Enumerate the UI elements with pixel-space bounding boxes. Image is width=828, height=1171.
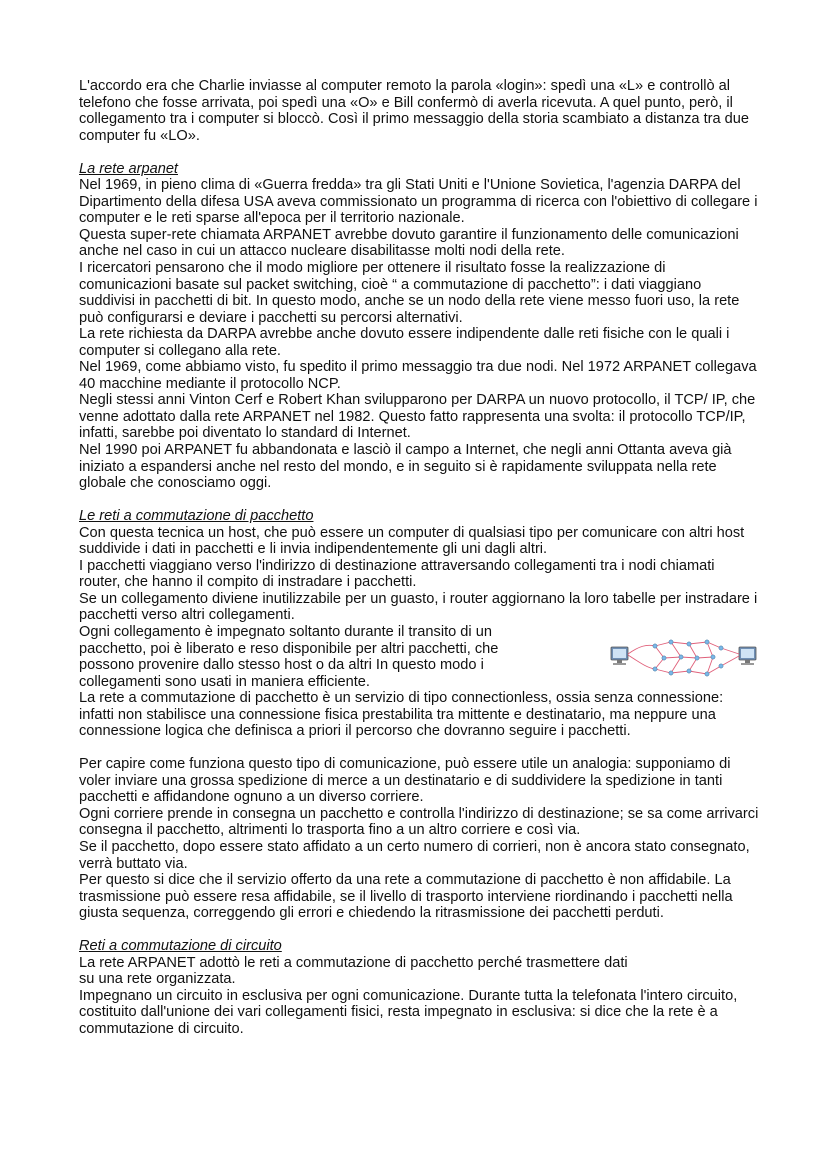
packet-figure-paragraph: Ogni collegamento è impegnato soltanto durante il transito di un pacchetto, poi è liberato e reso disponibile per altri pacchetti, che possono provenire dallo stesso host o da altri In questo modo i collegamenti sono usati in maniera efficiente. [79, 623, 499, 690]
arpanet-paragraph: Nel 1969, come abbiamo visto, fu spedito il primo messaggio tra due nodi. Nel 1972 ARPANET collegava 40 macchine mediante il protocollo NCP. [79, 359, 757, 392]
arpanet-section [79, 161, 759, 492]
analogy-paragraph: Se il pacchetto, dopo essere stato affidato a un certo numero di corrieri, non è ancora stato consegnato, verrà buttato via. [79, 839, 750, 872]
arpanet-paragraph: I ricercatori pensarono che il modo migliore per ottenere il risultato fosse la realizzazione di comunicazioni basate sul packet switching, cioè “ a commutazione di pacchetto”: i dati viaggiano suddivisi in pacchetti di bit. In questo modo, anche se un nodo della rete viene messo fuori uso, la rete può configurarsi e deviare i pacchetti su percorsi alternativi. [79, 259, 740, 326]
circuit-section [79, 938, 759, 1037]
circuit-heading: Reti a commutazione di circuito [79, 938, 282, 955]
packet-paragraph: I pacchetti viaggiano verso l'indirizzo di destinazione attraversando collegamenti tra i nodi chiamati router, che hanno il compito di instradare i pacchetti. [79, 557, 715, 591]
source-computer-icon [611, 647, 628, 665]
intro-paragraph: L'accordo era che Charlie inviasse al computer remoto la parola «login»: spedì una «L» e controllò al telefono che fosse arrivata, poi spedì una «O» e Bill confermò di averla ricevuta. A quel punto, però, il collegamento tra i computer si bloccò. Così il primo messaggio della storia scambiato a distanza tra due computer fu «LO». [79, 78, 750, 144]
arpanet-heading: La rete arpanet [79, 160, 178, 177]
analogy-paragraph: Per questo si dice che il servizio offerto da una rete a commutazione di pacchetto è non affidabile. La trasmissione può essere resa affidabile, se il livello di trasporto interviene riordinando i pacchetti nella giusta sequenza, correggendo gli errori e chiedendo la ritrasmissione dei pacchetti perduti. [79, 872, 733, 922]
packet-paragraph: Se un collegamento diviene inutilizzabile per un guasto, i router aggiornano la loro tabelle per instradare i pacchetti verso altri collegamenti. [79, 590, 758, 624]
packet-paragraph: Con questa tecnica un host, che può essere un computer di qualsiasi tipo per comunicare con altri host suddivide i dati in pacchetti e li invia indipendentemente gli uni dagli altri. [79, 524, 745, 558]
circuit-line: La rete ARPANET adottò le reti a commutazione di pacchetto perché trasmettere dati [79, 954, 628, 971]
arpanet-paragraph: Nel 1969, in pieno clima di «Guerra fredda» tra gli Stati Uniti e l'Unione Sovietica, l'agenzia DARPA del Dipartimento della difesa USA aveva commissionato un programma di ricerca con l'obiettivo di collegare i computer e le reti sparse all'epoca per il territorio nazionale. [79, 177, 758, 227]
arpanet-paragraph: La rete richiesta da DARPA avrebbe anche dovuto essere indipendente dalle reti fisiche con le quali i computer si collegano alla rete. [79, 326, 730, 359]
packet-heading: Le reti a commutazione di pacchetto [79, 508, 314, 525]
arpanet-paragraph: Nel 1990 poi ARPANET fu abbandonata e lasciò il campo a Internet, che negli anni Ottanta aveva già iniziato a espandersi anche nel resto del mondo, e in seguito si è rapidamente sviluppata nella rete globale che conosciamo oggi. [79, 441, 732, 492]
packet-switching-network-diagram-icon [609, 638, 759, 678]
figure-block [79, 624, 759, 690]
analogy-paragraph: Per capire come funziona questo tipo di comunicazione, può essere utile un analogia: supponiamo di voler inviare una grossa spedizione di merce a un destinatario e di suddividere la spedizione in tanti pacchetti e affidandone ognuno a un diverso corriere. [79, 756, 731, 806]
document-page [79, 78, 759, 1038]
circuit-line: su una rete organizzata. [79, 971, 236, 988]
arpanet-paragraph: Negli stessi anni Vinton Cerf e Robert Khan svilupparono per DARPA un nuovo protocollo, il TCP/ IP, che venne adottato dalla rete ARPANET nel 1982. Questo fatto rappresenta una svolta: il protocollo TCP/IP, infatti, sarebbe poi diventato lo standard di Internet. [79, 392, 756, 442]
circuit-paragraph: Impegnano un circuito in esclusiva per ogni comunicazione. Durante tutta la telefonata l'intero circuito, costituito dall'unione dei vari collegamenti fisici, resta impegnato in esclusiva: si dice che la rete è a commutazione di circuito. [79, 987, 738, 1037]
packet-paragraph: La rete a commutazione di pacchetto è un servizio di tipo connectionless, ossia senza connessione: infatti non stabilisce una connessione fisica prestabilita tra mittente e destinatario, ma neppure una connessione logica che definisca a priori il percorso che dovranno seguire i pacchetti. [79, 690, 724, 740]
destination-computer-icon [739, 647, 756, 665]
packet-section [79, 508, 759, 922]
analogy-paragraph: Ogni corriere prende in consegna un pacchetto e controlla l'indirizzo di destinazione; se sa come arrivarci consegna il pacchetto, altrimenti lo trasporta fino a un altro corriere e così via. [79, 805, 759, 839]
arpanet-paragraph: Questa super-rete chiamata ARPANET avrebbe dovuto garantire il funzionamento delle comunicazioni anche nel caso in cui un attacco nucleare disabilitasse molti nodi della rete. [79, 226, 739, 260]
